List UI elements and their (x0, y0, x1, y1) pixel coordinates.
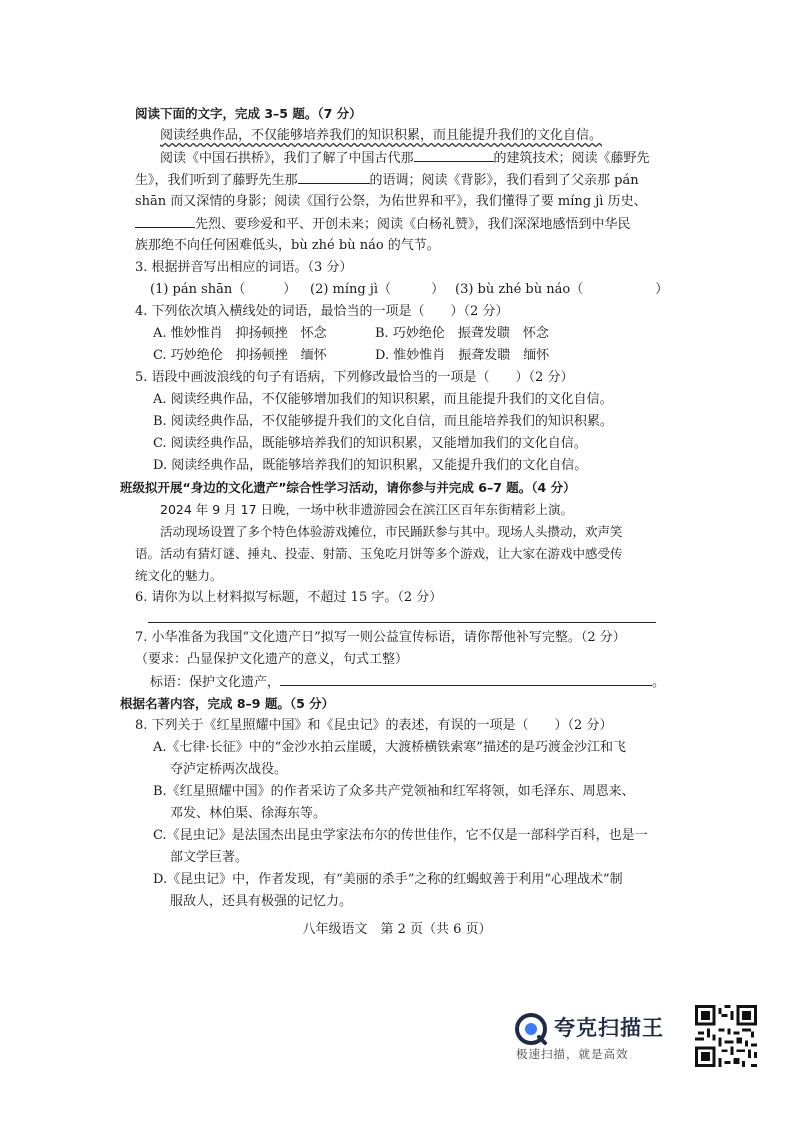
passage-text: 阅读《中国石拱桥》，我们了解了中国古代那 (160, 151, 414, 166)
material-line-1: 2024 年 9 月 17 日晚，一场中秋非遗游园会在滨江区百年东街精彩上演。 (160, 502, 574, 517)
q3-c-close: ） (655, 282, 669, 297)
q5-option-d[interactable]: D. 阅读经典作品，既能够培养我们的知识积累，又能提升我们的文化自信。 (153, 458, 588, 473)
watermark-subtitle: 极速扫描，就是高效 (516, 1047, 629, 1061)
q4-option-d[interactable]: D. 惟妙惟肖 振聋发聩 缅怀 (375, 348, 550, 363)
q8-stem: 8. 下列关于《红星照耀中国》和《昆虫记》的表述，有误的一项是（ ）（2 分） (135, 718, 613, 733)
q3-item-b (310, 279, 444, 301)
blank-1[interactable] (414, 147, 494, 162)
blank-3[interactable] (135, 213, 195, 228)
q6-stem: 6. 请你为以上材料拟写标题，不超过 15 字。（2 分） (135, 590, 443, 605)
q5-option-b[interactable]: B. 阅读经典作品，不仅能够提升我们的文化自信，而且能培养我们的知识积累。 (153, 414, 613, 429)
section3-heading: 根据名著内容，完成 8–9 题。（5 分） (120, 696, 335, 711)
passage-text: 的语调；阅读《背影》，我们看到了父亲那 pán (369, 173, 639, 188)
q7-period: 。 (652, 675, 666, 690)
q3-b-close: ） (431, 282, 445, 297)
passage-line-1 (160, 147, 700, 170)
material-line-3: 语。活动有猜灯谜、捶丸、投壶、射箭、玉兔吃月饼等多个游戏，让大家在游戏中感受传 (135, 546, 623, 561)
qr-code-icon (695, 1005, 757, 1067)
q7-slogan-label: 标语：保护文化遗产， (150, 675, 281, 690)
material-line-4: 统文化的魅力。 (135, 568, 223, 583)
passage-line-5: 族那绝不向任何困难低头，bù zhé bù náo 的气节。 (135, 238, 440, 253)
passage-line-3: shān 而又深情的身影；阅读《国行公祭，为佑世界和平》，我们懂得了要 míng jì 历史、 (135, 194, 647, 209)
q4-option-b[interactable]: B. 巧妙绝伦 振聋发聩 怀念 (375, 326, 549, 341)
q4-option-a[interactable]: A. 惟妙惟肖 抑扬顿挫 怀念 (153, 326, 327, 341)
section1-heading: 阅读下面的文字，完成 3–5 题。（7 分） (135, 106, 362, 121)
q8-option-c[interactable]: C.《昆虫记》是法国杰出昆虫学家法布尔的传世佳作，它不仅是一部科学百科，也是一 (153, 828, 648, 843)
q7-stem: 7. 小华准备为我国“文化遗产日”拟写一则公益宣传标语，请你帮他补写完整。（2 分） (135, 630, 626, 645)
q3-a-close: ） (283, 282, 297, 297)
q8-option-c-cont: 部文学巨著。 (170, 850, 249, 865)
q7-requirement: （要求：凸显保护文化遗产的意义，句式工整） (135, 652, 409, 667)
q8-option-b[interactable]: B.《红星照耀中国》的作者采访了众多共产党领袖和红军将领，如毛泽东、周恩来、 (153, 784, 635, 799)
q3-b-label: (2) míng jì（ (310, 282, 392, 297)
q5-option-a[interactable]: A. 阅读经典作品，不仅能够增加我们的知识积累，而且能提升我们的文化自信。 (153, 392, 613, 407)
watermark-title: 夸克扫描王 (554, 1016, 664, 1040)
q5-stem: 5. 语段中画波浪线的句子有语病，下列修改最恰当的一项是（ ）（2 分） (135, 370, 574, 385)
q7-slogan-blank[interactable] (280, 671, 652, 686)
blank-2[interactable] (298, 169, 370, 184)
passage-text: 先烈、要珍爱和平、开创未来；阅读《白杨礼赞》，我们深深地感悟到中华民 (195, 217, 631, 232)
q3-a-label: (1) pán shān（ (150, 282, 246, 297)
q3-stem: 3. 根据拼音写出相应的词语。（3 分） (135, 260, 353, 275)
q6-answer-line[interactable] (148, 622, 656, 623)
q5-option-c[interactable]: C. 阅读经典作品，既能够培养我们的知识积累，又能增加我们的文化自信。 (153, 436, 587, 451)
q3-item-a (150, 279, 296, 301)
q8-option-b-cont: 邓发、林伯渠、徐海东等。 (170, 806, 327, 821)
q4-stem: 4. 下列依次填入横线处的词语，最恰当的一项是（ ）（2 分） (135, 304, 509, 319)
wavy-sentence-text: 阅读经典作品，不仅能够培养我们的知识积累，而且能提升我们的文化自信。 (160, 128, 603, 143)
q8-option-a[interactable]: A.《七律·长征》中的“金沙水拍云崖暖，大渡桥横铁索寒”描述的是巧渡金沙江和飞 (153, 740, 626, 755)
passage-line-2 (135, 169, 675, 192)
q8-option-a-cont: 夺泸定桥两次战役。 (170, 762, 288, 777)
page-footer: 八年级语文 第 2 页（共 6 页） (302, 922, 492, 937)
scanner-watermark (514, 1006, 694, 1066)
passage-line-4 (135, 213, 675, 236)
q4-option-c[interactable]: C. 巧妙绝伦 抑扬顿挫 缅怀 (153, 348, 327, 363)
q8-option-d[interactable]: D.《昆虫记》中，作者发现，有“美丽的杀手”之称的红蝎蚁善于利用“心理战术”制 (153, 872, 623, 887)
quark-logo-icon (514, 1012, 548, 1046)
q8-option-d-cont: 服敌人，还具有极强的记忆力。 (170, 894, 353, 909)
passage-text: 生》，我们听到了藤野先生那 (135, 173, 298, 188)
passage-text: 的建筑技术；阅读《藤野先 (493, 151, 650, 166)
q7-slogan-line (150, 671, 690, 694)
q3-c-label: (3) bù zhé bù náo（ (455, 282, 584, 297)
wavy-sentence (160, 125, 700, 147)
q3-item-c (455, 279, 668, 301)
section2-heading: 班级拟开展“身边的文化遗产”综合性学习活动，请你参与并完成 6–7 题。（4 分） (120, 480, 576, 495)
material-line-2: 活动现场设置了多个特色体验游戏摊位，市民踊跃参与其中。现场人头攒动，欢声笑 (160, 524, 623, 539)
